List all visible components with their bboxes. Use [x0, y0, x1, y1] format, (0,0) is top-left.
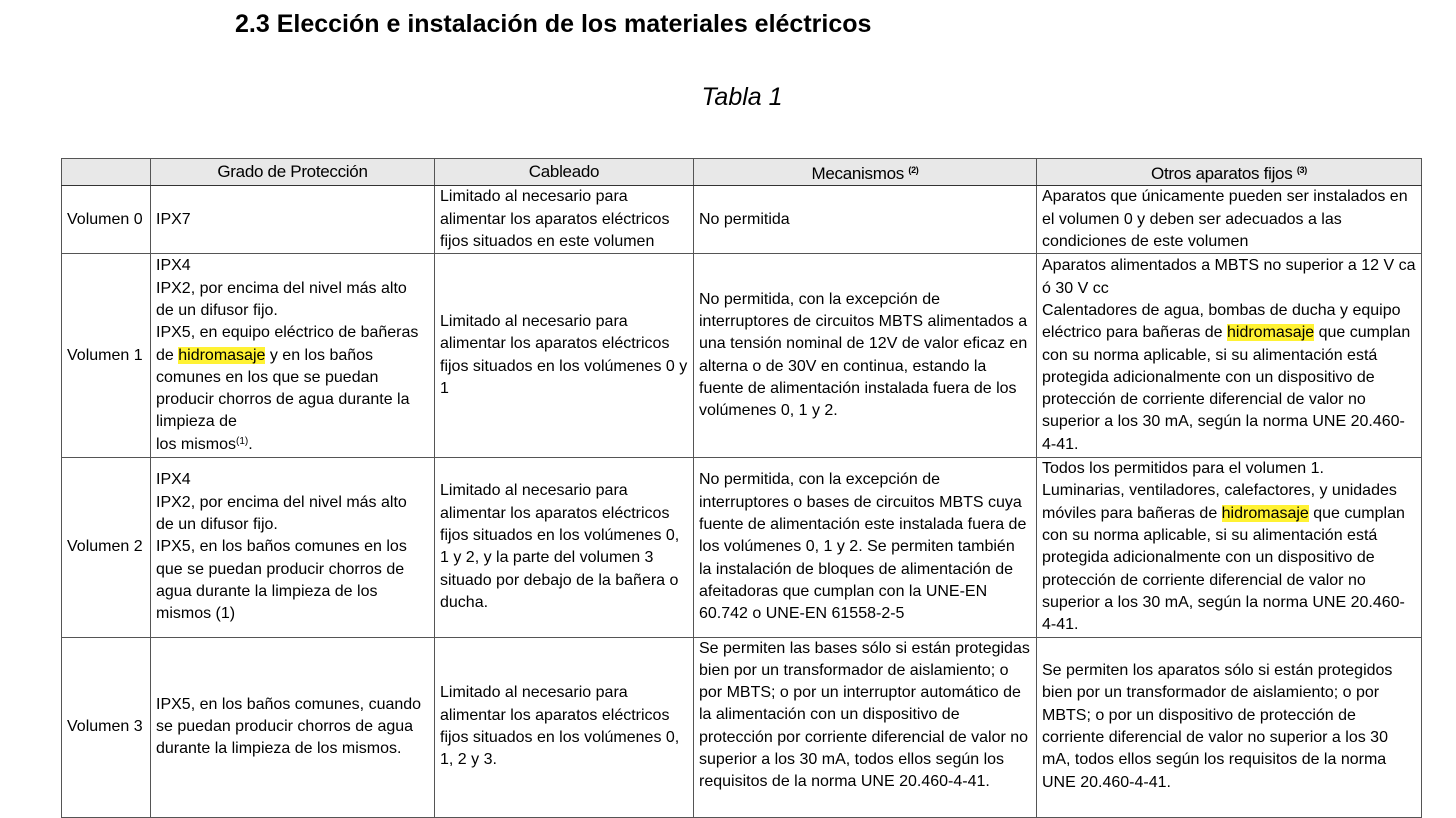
grado-text: los mismos	[156, 435, 237, 453]
highlighted-term: hidromasaje	[1221, 504, 1309, 522]
grado-line	[156, 434, 429, 456]
table-header-row	[62, 159, 1422, 186]
footnote-ref: (1)	[236, 435, 249, 447]
footnote-ref: (2)	[908, 165, 919, 175]
otros-cell: Aparatos que únicamente pueden ser instalados en el volumen 0 y deben ser adecuados a las condiciones de este volumen	[1037, 186, 1422, 254]
otros-text: que cumplan con su norma aplicable, si su alimentación está protegida adicionalmente con un dispositivo de protección de corriente diferencial de valor no superior a los 30 mA, según la norma UNE 20.460-4-41.	[1042, 324, 1411, 453]
header-otros-label: Otros aparatos fijos	[1151, 164, 1293, 183]
otros-line	[1042, 300, 1416, 456]
mecanismos-cell: Se permiten las bases sólo si están protegidas bien por un transformador de aislamiento; o por MBTS; o por un interruptor automático de la alimentación con un dispositivo de protección por corriente diferencial de valor no superior a los 30 mA, todos ellos según los requisitos de la norma UNE 20.460-4-41.	[694, 637, 1037, 817]
grado-text: y en los baños comunes en los que se puedan producir chorros de agua durante la limpieza de	[156, 346, 410, 431]
table-row-volumen-0	[62, 186, 1422, 254]
header-otros	[1037, 159, 1422, 186]
otros-line: Todos los permitidos para el volumen 1.	[1042, 460, 1324, 478]
otros-text: que cumplan con su norma aplicable, si su alimentación está protegida adicionalmente con un dispositivo de protección de corriente diferencial de valor no superior a los 30 mA, según la norma UNE 20.460-4-41.	[1042, 504, 1405, 634]
otros-cell	[1037, 254, 1422, 458]
volumen-label: Volumen 3	[62, 637, 151, 817]
otros-text: Luminarias, ventiladores, calefactores, y unidades móviles para bañeras de	[1042, 482, 1397, 522]
grado-line	[156, 322, 429, 433]
table-row-volumen-3	[62, 637, 1422, 817]
header-mecanismos-label: Mecanismos	[811, 164, 904, 183]
grado-text: .	[248, 435, 253, 453]
grado-cell	[151, 254, 435, 458]
grado-line: IPX5, en los baños comunes en los que se puedan producir chorros de agua durante la limpieza de los mismos (1)	[156, 538, 407, 623]
header-cableado: Cableado	[435, 159, 694, 186]
section-heading: 2.3 Elección e instalación de los materiales eléctricos	[235, 10, 872, 38]
protection-table	[61, 158, 1422, 818]
table-row-volumen-1	[62, 254, 1422, 458]
volumen-label: Volumen 2	[62, 458, 151, 637]
table-row-volumen-2	[62, 458, 1422, 637]
grado-line: IPX4	[156, 471, 191, 489]
header-mecanismos	[694, 159, 1037, 186]
highlighted-term: hidromasaje	[1227, 324, 1315, 342]
otros-cell: Se permiten los aparatos sólo si están protegidos bien por un transformador de aislamiento; o por MBTS; o por un dispositivo de protección de corriente diferencial de valor no superior a los 30 mA, todos ellos según los requisitos de la norma UNE 20.460-4-41.	[1037, 637, 1422, 817]
otros-line	[1042, 480, 1416, 636]
otros-line: Aparatos alimentados a MBTS no superior a 12 V ca ó 30 V cc	[1042, 257, 1416, 297]
otros-cell	[1037, 458, 1422, 637]
cableado-cell: Limitado al necesario para alimentar los aparatos eléctricos fijos situados en los volúmenes 0, 1 y 2, y la parte del volumen 3 situado por debajo de la bañera o ducha.	[435, 458, 694, 637]
cableado-cell: Limitado al necesario para alimentar los aparatos eléctricos fijos situados en los volúmenes 0, 1, 2 y 3.	[435, 637, 694, 817]
footnote-ref: (3)	[1296, 165, 1307, 175]
header-blank	[62, 159, 151, 186]
volumen-label: Volumen 1	[62, 254, 151, 458]
grado-text: IPX5, en equipo eléctrico de bañeras de	[156, 324, 419, 364]
mecanismos-cell: No permitida, con la excepción de interruptores o bases de circuitos MBTS cuya fuente de alimentación este instalada fuera de los volúmenes 0, 1 y 2. Se permiten también la instalación de bloques de alimentación de afeitadoras que cumplan con la UNE-EN 60.742 o UNE-EN 61558-2-5	[694, 458, 1037, 637]
grado-line: IPX4	[156, 257, 191, 275]
otros-text: Calentadores de agua, bombas de ducha y equipo eléctrico para bañeras de	[1042, 301, 1401, 342]
grado-cell: IPX7	[151, 186, 435, 254]
highlighted-term: hidromasaje	[178, 346, 266, 364]
mecanismos-cell: No permitida	[694, 186, 1037, 254]
cableado-cell: Limitado al necesario para alimentar los aparatos eléctricos fijos situados en los volúmenes 0 y 1	[435, 254, 694, 458]
grado-line: IPX2, por encima del nivel más alto de un difusor fijo.	[156, 493, 407, 533]
header-grado: Grado de Protección	[151, 159, 435, 186]
table-caption: Tabla 1	[701, 83, 783, 111]
volumen-label: Volumen 0	[62, 186, 151, 254]
cableado-cell: Limitado al necesario para alimentar los aparatos eléctricos fijos situados en este volumen	[435, 186, 694, 254]
mecanismos-cell: No permitida, con la excepción de interruptores de circuitos MBTS alimentados a una tensión nominal de 12V de valor eficaz en alterna o de 30V en continua, estando la fuente de alimentación instalada fuera de los volúmenes 0, 1 y 2.	[694, 254, 1037, 458]
grado-cell	[151, 458, 435, 637]
grado-cell: IPX5, en los baños comunes, cuando se puedan producir chorros de agua durante la limpieza de los mismos.	[151, 637, 435, 817]
grado-line: IPX2, por encima del nivel más alto de un difusor fijo.	[156, 279, 407, 319]
